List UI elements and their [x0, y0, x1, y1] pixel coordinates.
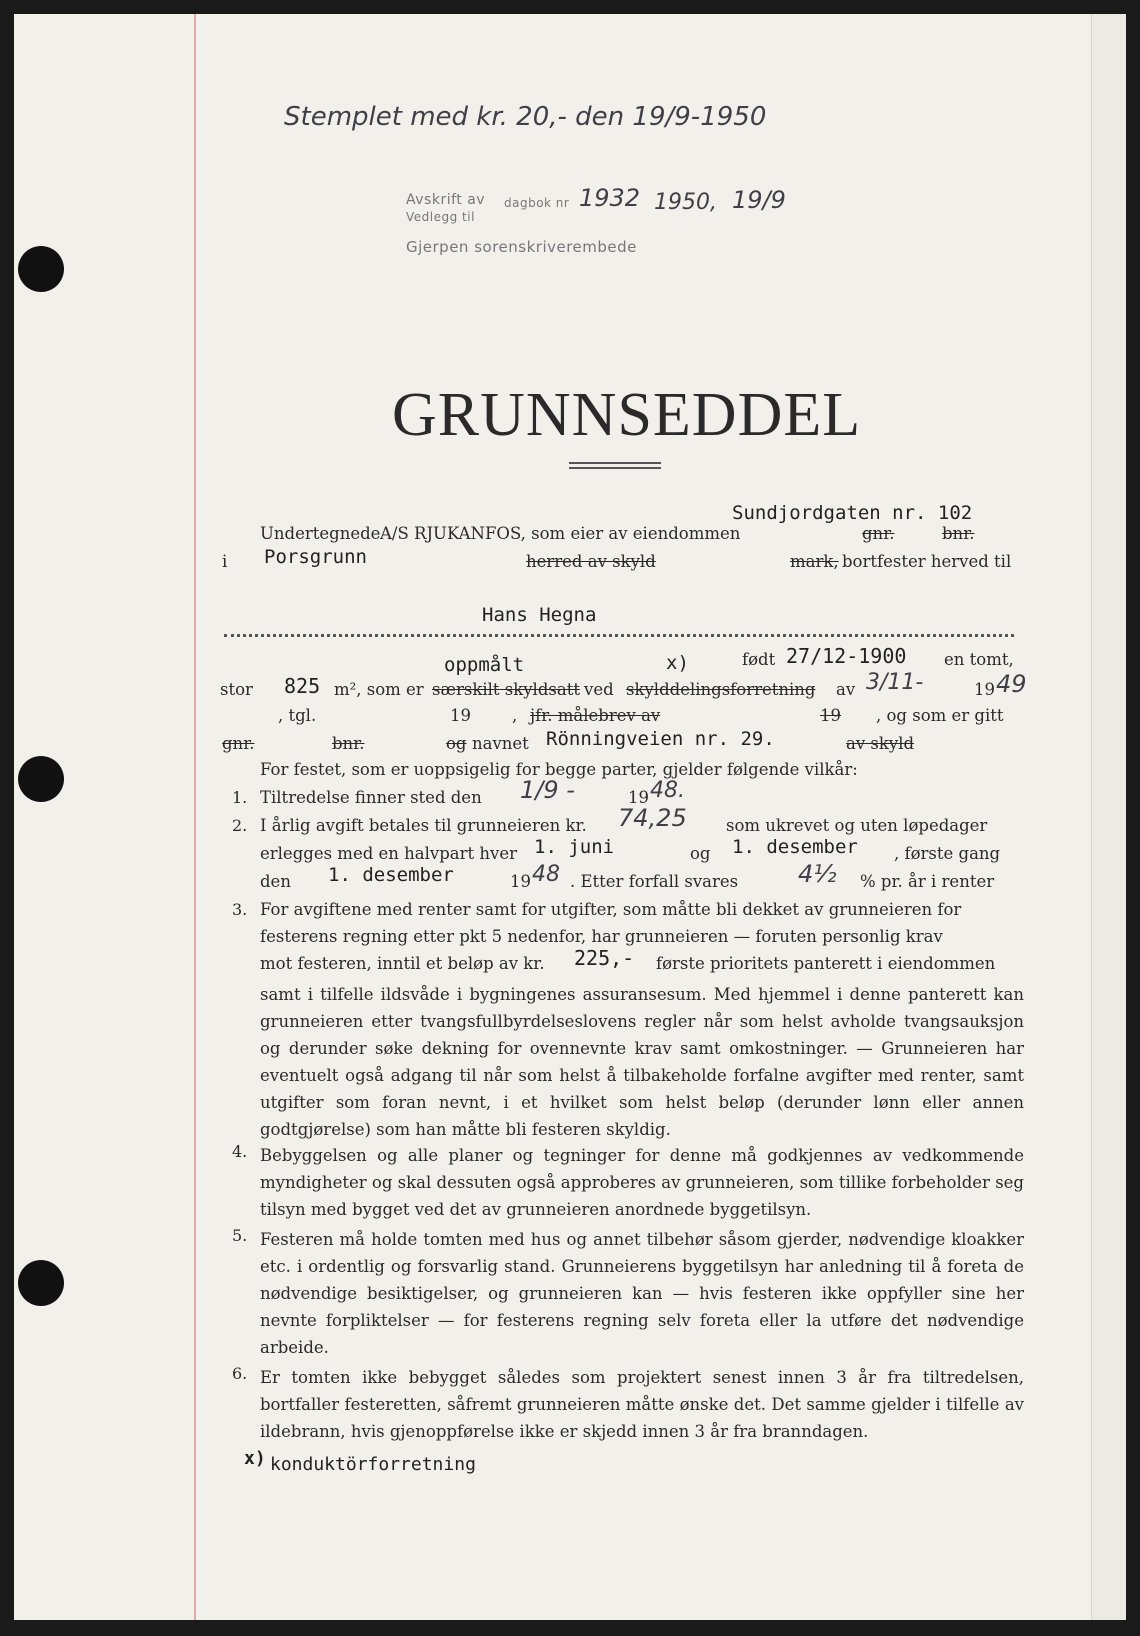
year-suffix: 49: [996, 670, 1027, 698]
av-skyld-struck: av skyld: [846, 734, 915, 753]
tgl-comma: ,: [512, 706, 518, 725]
dotted-rule: [224, 634, 1014, 637]
journal-date: 19/9: [732, 186, 786, 214]
s2-rate: 4½: [798, 860, 837, 888]
s1-date: 1/9 -: [520, 776, 575, 804]
stamp-office: Gjerpen sorenskriverembede: [406, 238, 637, 256]
s2-line1b: som ukrevet og uten løpedager: [726, 816, 988, 835]
s2-year: 48: [532, 862, 560, 887]
punch-hole: [18, 1260, 64, 1306]
section-number: 3.: [232, 900, 248, 919]
navnet-label: navnet: [472, 734, 529, 753]
s2-etter: . Etter forfall svares: [570, 872, 739, 891]
s2-line2: erlegges med en halvpart hver: [260, 844, 517, 863]
town: Porsgrunn: [264, 546, 367, 568]
ved-label: ved: [584, 680, 614, 699]
og-struck: og: [446, 734, 467, 753]
s6-text: Er tomten ikke bebygget således som projektert senest innen 3 år fra tiltredelsen, bortfaller festeretten, såfremt grunneieren måtte ønske det. Det samme gjelder i tilfelle av ildebrann, hvis gjenoppførelse ikke er skjedd innen 3 år fra branndagen.: [260, 1368, 1024, 1441]
section-number: 5.: [232, 1226, 248, 1245]
title-underline: [569, 467, 661, 469]
title-underline: [569, 462, 661, 464]
s2-date3: 1. desember: [328, 864, 454, 886]
s1-text: Tiltredelse finner sted den: [260, 788, 482, 807]
s3-line3b: første prioritets panterett i eiendommen: [656, 954, 996, 973]
gnr2-struck: gnr.: [222, 734, 255, 753]
s2-date2: 1. desember: [732, 836, 858, 858]
fodt-date: 27/12-1900: [786, 644, 907, 668]
document-page: [14, 14, 1126, 1620]
s2-amount: 74,25: [618, 804, 687, 832]
m2-text: m², som er: [334, 680, 424, 699]
area: 825: [284, 674, 321, 698]
s2-year-prefix: 19: [510, 872, 531, 891]
mark-struck: mark,: [790, 552, 839, 571]
page-title: GRUNNSEDDEL: [392, 381, 862, 449]
section-number: 1.: [232, 788, 248, 807]
page-edge: [1091, 14, 1126, 1620]
s2-den: den: [260, 872, 291, 891]
punch-hole: [18, 246, 64, 292]
av-date: 3/11-: [866, 670, 924, 695]
section-number: 4.: [232, 1142, 248, 1161]
journal-number: 1932: [579, 184, 641, 212]
stor-label: stor: [220, 680, 253, 699]
s1-year: 48.: [650, 778, 685, 803]
stamp-line1-label: Avskrift av: [406, 192, 486, 208]
tgl-year-struck: 19: [820, 706, 841, 725]
bnr-struck: bnr.: [942, 524, 975, 543]
s4-text: Bebyggelsen og alle planer og tegninger for denne må godkjennes av vedkommende myndigheter og skal dessuten også approberes av grunneieren, som tillike forbeholder seg tilsyn med bygget ved det av grunneieren anordnede byggetilsyn.: [260, 1146, 1024, 1219]
street-name: Rönningveien nr. 29.: [546, 728, 775, 750]
saerskilt-struck: særskilt skyldsatt: [432, 680, 580, 699]
footnote-mark: x): [244, 1448, 266, 1469]
en-tomt: en tomt,: [944, 650, 1014, 669]
jfr-struck: jfr. målebrev av: [530, 706, 661, 725]
oppmalt: oppmålt: [444, 654, 525, 676]
fodt-label: født: [742, 650, 776, 669]
s3-line3a: mot festeren, inntil et beløp av kr.: [260, 954, 545, 973]
bnr2-struck: bnr.: [332, 734, 365, 753]
x-mark: x): [666, 652, 689, 674]
s2-date1: 1. juni: [534, 836, 615, 858]
section-6: [224, 1364, 1024, 1445]
undertegnede-label: Undertegnede: [260, 524, 381, 543]
bortfester-text: bortfester herved til: [842, 552, 1012, 571]
tgl-label: , tgl.: [278, 706, 317, 725]
journal-year: 1950,: [654, 190, 717, 215]
s1-year-prefix: 19: [628, 788, 649, 807]
s5-text: Festeren må holde tomten med hus og annet tilbehør såsom gjerder, nødvendige kloakker etc. i ordentlig og forsvarlig stand. Grunneierens byggetilsyn har anledning til å foreta de nødvendige besiktigelser, og grunneieren kan — hvis festeren ikke oppfyller sine her nevnte forpliktelser — for festerens regning selv foreta eller la utføre det nødvendige arbeide.: [260, 1230, 1024, 1357]
section-number: 2.: [232, 816, 248, 835]
stamp-line1b-label: dagbok nr: [504, 196, 570, 210]
owner-text: A/S RJUKANFOS, som eier av eiendommen: [380, 524, 741, 543]
tgl-year: 19: [450, 706, 471, 725]
av-label: av: [836, 680, 856, 699]
s3-line2: festerens regning etter pkt 5 nedenfor, har grunneieren — foruten personlig krav: [260, 927, 943, 946]
address-typed: Sundjordgaten nr. 102: [732, 502, 973, 524]
s2-forste: , første gang: [894, 844, 1001, 863]
s2-og: og: [690, 844, 711, 863]
gnr-struck: gnr.: [862, 524, 895, 543]
section-5: [224, 1226, 1024, 1361]
handwritten-note: Stemplet med kr. 20,- den 19/9-1950: [284, 102, 767, 132]
punch-hole: [18, 756, 64, 802]
s2-rente: % pr. år i renter: [860, 872, 995, 891]
herred-struck: herred av skyld: [526, 552, 656, 571]
s3-rest: samt i tilfelle ildsvåde i bygningenes assuransesum. Med hjemmel i denne panterett kan grunneieren etter tvangsfullbyrdelseslovens regler når som helst avholde tvangsauksjon og derunder søke dekning for ovennevnte krav samt omkostninger. — Grunneieren har eventuelt også adgang til når som helst å tilbakeholde forfalne avgifter med renter, samt utgifter som foran nevnt, i et hvilket som helst beløp (derunder lønn eller annen godtgjørelse) som han måtte bli festeren skyldig.: [260, 985, 1024, 1139]
tenant-name: Hans Hegna: [482, 604, 597, 626]
s3-line1: For avgiftene med renter samt for utgifter, som måtte bli dekket av grunneieren for: [260, 900, 962, 919]
stamp-line2-label: Vedlegg til: [406, 210, 475, 224]
footnote-text: konduktörforretning: [270, 1454, 476, 1475]
skylddeling-struck: skylddelingsforretning: [626, 680, 816, 699]
s2-line1: I årlig avgift betales til grunneieren kr.: [260, 816, 587, 835]
gitt-text: , og som er gitt: [876, 706, 1004, 725]
section-4: [224, 1142, 1024, 1223]
section-3-rest: [224, 981, 1024, 1143]
year-prefix: 19: [974, 680, 995, 699]
conditions-intro: For festet, som er uoppsigelig for begge parter, gjelder følgende vilkår:: [260, 760, 858, 779]
section-number: 6.: [232, 1364, 248, 1383]
i-label: i: [222, 552, 228, 571]
margin-rule: [194, 14, 196, 1620]
s3-amount: 225,-: [574, 946, 635, 970]
